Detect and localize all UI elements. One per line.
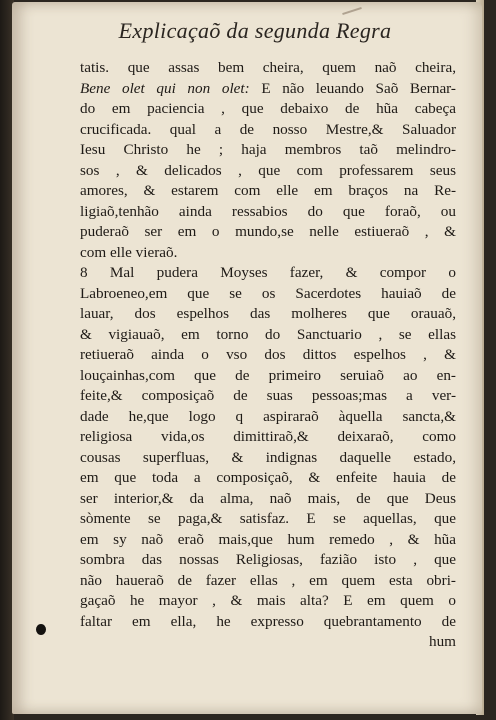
text-line-with-latin [80,79,456,100]
text-line: feite,& composiçaõ de suas pessoas;mas a ver- [80,387,456,404]
text-line: em que toda a composiçaõ, & enfeite hauia de [80,469,456,486]
text-line: ligiaõ,tenhão ainda ressabios do que foraõ, ou [80,202,456,220]
text-line: gaçaõ he mayor , & mais alta? E em quem o [80,592,456,609]
text-line: amores, & estarem com elle em braços na Re- [80,182,456,199]
text-line: não haueraõ de fazer ellas , em quem esta obri- [80,571,456,589]
text-line: ser interior,& da alma, naõ mais, de que Deus [80,489,456,507]
text-line: religiosa vida,os dimittiraõ,& deixaraõ, como [80,428,456,445]
text-line: sombra das nossas Religiosas, fazião isto , que [80,551,456,568]
text-line: louçainhas,com que de primeiro seruiaõ ao en- [80,366,456,384]
text-line-rest: E não leuando Saõ Bernar- [249,79,456,97]
text-line: Iesu Christo he ; haja membros taõ melindro- [80,141,456,158]
text-line: faltar em ella, he expresso quebrantamento de [80,612,456,630]
body-text [80,58,456,653]
ink-mark [342,7,362,15]
text-line: sos , & delicados , que com professarem seus [80,161,456,179]
text-line: cousas superfluas, & indignas daquelle estado, [80,448,456,466]
paragraph-start-line: 8 Mal pudera Moyses fazer, & compor o [80,264,456,281]
text-line: com elle vieraõ. [80,243,178,261]
text-line: dade he,que logo q aspiraraõ àquella sancta,& [80,407,456,425]
text-line: crucificada. qual a de nosso Mestre,& Saluador [80,120,456,138]
ink-blot [36,624,46,635]
text-line: tatis. que assas bem cheira, quem naõ cheira, [80,59,456,76]
running-header: Explicaçaõ da segunda Regra [118,18,392,43]
latin-phrase: Bene olet qui non olet: [80,79,250,97]
text-line: puderaõ ser em o mundo,se nelle estiueraõ , & [80,223,456,240]
text-line: retiueraõ ainda o vso dos dittos espelhos , & [80,346,456,363]
catchword: hum [428,633,456,650]
text-line: & vigiauaõ, em torno do Sanctuario , se ellas [80,325,456,343]
text-line: lauar, dos espelhos das molheres que orauaõ, [80,305,456,322]
text-line: sòmente se paga,& satisfaz. E se aquellas, que [80,510,456,527]
text-line: Labroeneo,em que se os Sacerdotes hauiaõ de [80,284,456,302]
text-line: do em paciencia , que debaixo de hũa cabeça [80,100,456,117]
text-line: em sy naõ eraõ mais,que hum remedo , & hũa [80,530,456,548]
